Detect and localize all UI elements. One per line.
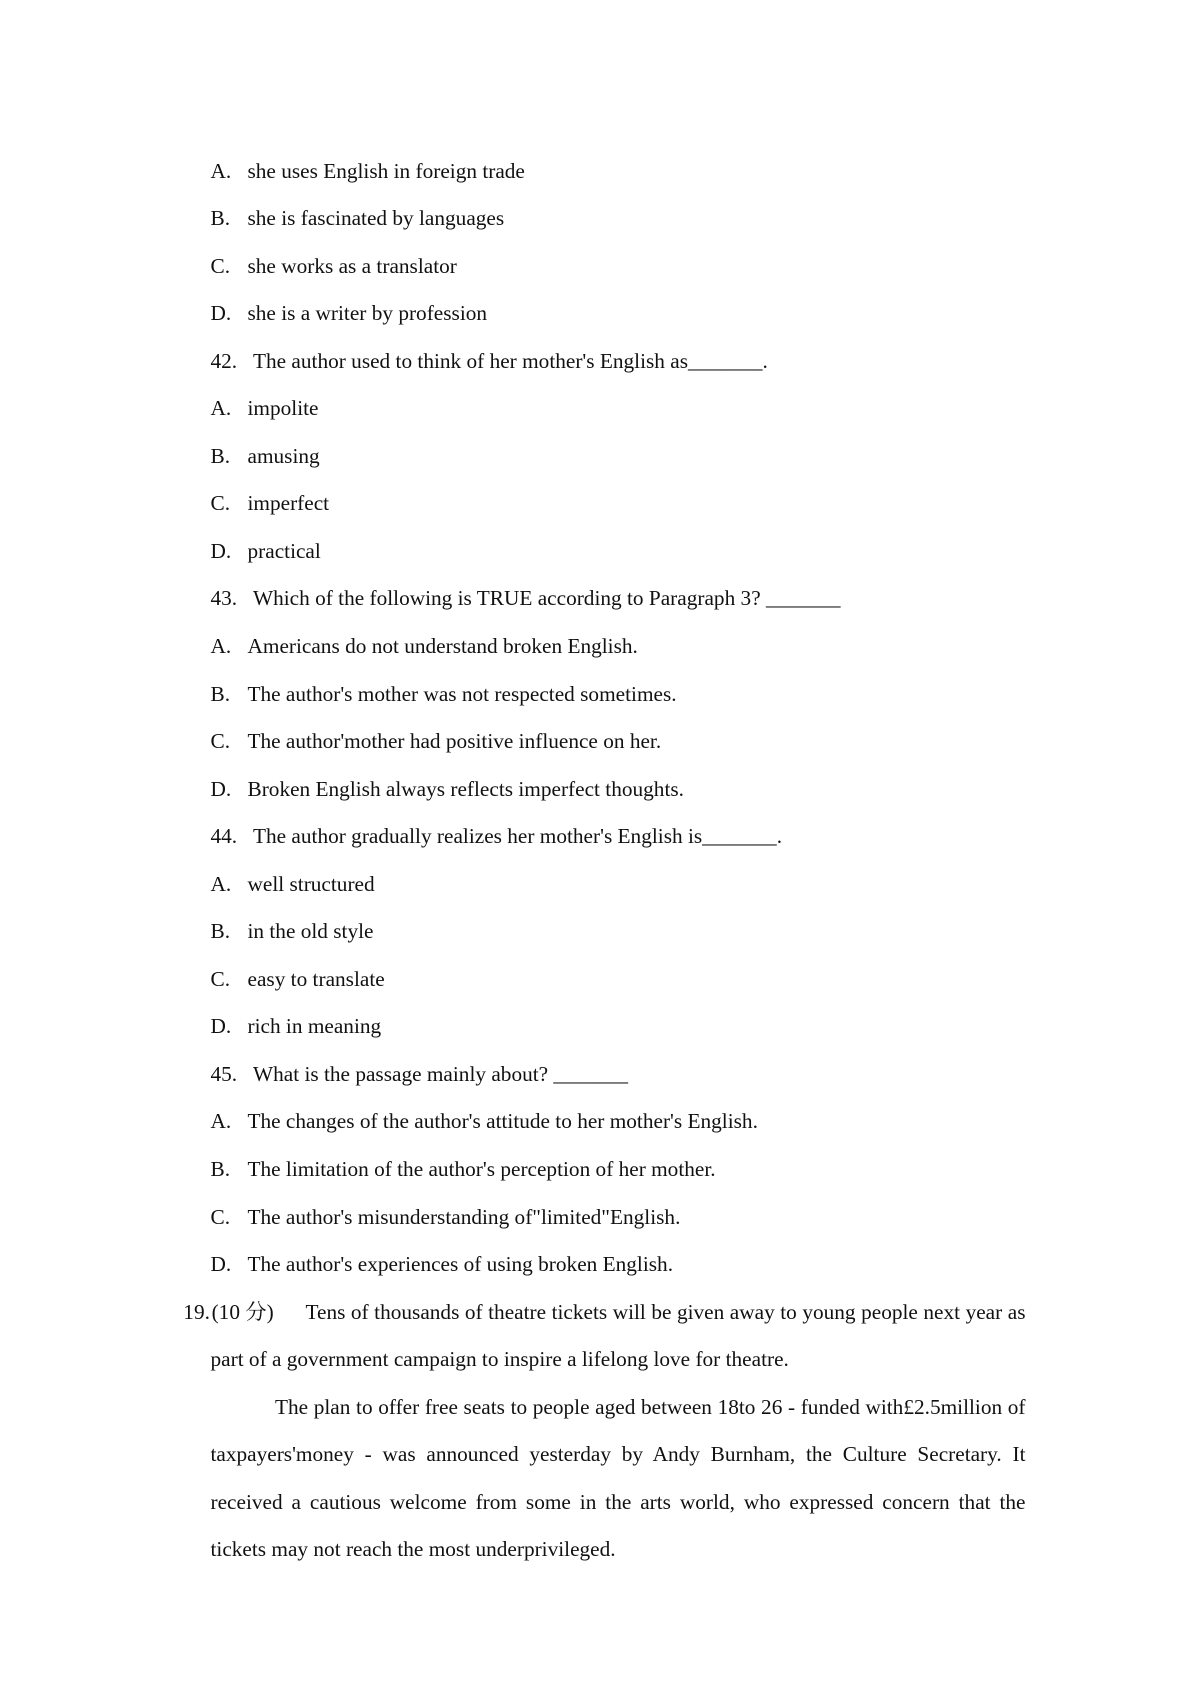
option-text: The author's misunderstanding of"limited"English.: [247, 1204, 681, 1229]
option-text: The author's mother was not respected sometimes.: [247, 681, 677, 706]
question-42: [0, 338, 1200, 386]
question-number: 45.: [210, 1061, 238, 1086]
option-text: The changes of the author's attitude to her mother's English.: [247, 1109, 758, 1134]
option-c: [0, 718, 1200, 766]
option-d: [0, 766, 1200, 814]
passage-line: The plan to offer free seats to people aged between 18to 26 - funded with£2.5million of: [275, 1394, 1026, 1419]
question-19-heading: [0, 1289, 1200, 1337]
question-number: 43.: [210, 586, 238, 611]
option-c: [0, 243, 1200, 291]
option-b: [0, 908, 1200, 956]
option-b: [0, 433, 1200, 481]
option-text: rich in meaning: [247, 1014, 382, 1039]
option-label: C.: [210, 1204, 231, 1229]
option-a: [0, 623, 1200, 671]
option-a: [0, 1098, 1200, 1146]
option-label: C.: [210, 966, 231, 991]
passage-line: received a cautious welcome from some in the arts world, who expressed concern that the: [210, 1489, 1026, 1514]
option-text: she uses English in foreign trade: [247, 158, 525, 183]
option-text: The limitation of the author's perception of her mother.: [247, 1156, 716, 1181]
option-d: [0, 1003, 1200, 1051]
question-score: (10 分): [211, 1299, 274, 1324]
option-text: she works as a translator: [247, 253, 457, 278]
option-label: C.: [210, 729, 231, 754]
option-b: [0, 1146, 1200, 1194]
option-label: C.: [210, 253, 231, 278]
question-45: [0, 1051, 1200, 1099]
option-text: in the old style: [247, 919, 374, 944]
option-label: D.: [210, 538, 232, 563]
passage-line-wrapper: [0, 1479, 1200, 1527]
option-text: practical: [247, 538, 321, 563]
question-43: [0, 575, 1200, 623]
passage-line: Tens of thousands of theatre tickets will be given away to young people next year as: [305, 1299, 1026, 1324]
option-c: [0, 956, 1200, 1004]
option-d: [0, 290, 1200, 338]
passage-line-wrapper: [0, 1384, 1200, 1432]
option-label: D.: [210, 776, 232, 801]
option-label: A.: [210, 1109, 232, 1134]
option-text: The author's experiences of using broken English.: [247, 1252, 674, 1277]
question-number: 44.: [210, 824, 238, 849]
option-text: impolite: [247, 396, 319, 421]
option-label: C.: [210, 491, 231, 516]
exam-page: [0, 148, 1200, 1574]
option-label: B.: [210, 681, 231, 706]
question-stem: Which of the following is TRUE according to Paragraph 3? _______: [253, 586, 841, 611]
question-44: [0, 813, 1200, 861]
passage-line: tickets may not reach the most underprivileged.: [210, 1537, 616, 1562]
option-label: B.: [210, 919, 231, 944]
option-b: [0, 671, 1200, 719]
option-label: B.: [210, 443, 231, 468]
option-label: A.: [210, 633, 232, 658]
option-text: Broken English always reflects imperfect thoughts.: [247, 776, 684, 801]
passage-paragraph: [0, 1384, 1200, 1574]
option-c: [0, 480, 1200, 528]
option-label: A.: [210, 871, 232, 896]
option-a: [0, 148, 1200, 196]
option-label: D.: [210, 1014, 232, 1039]
option-text: easy to translate: [247, 966, 385, 991]
option-label: D.: [210, 301, 232, 326]
option-label: D.: [210, 1252, 232, 1277]
option-a: [0, 385, 1200, 433]
option-d: [0, 528, 1200, 576]
option-label: B.: [210, 206, 231, 231]
question-stem: The author used to think of her mother's English as_______.: [253, 348, 768, 373]
passage-line-wrapper: [0, 1431, 1200, 1479]
option-text: she is a writer by profession: [247, 301, 488, 326]
option-text: Americans do not understand broken English.: [247, 633, 638, 658]
question-stem: What is the passage mainly about? _______: [253, 1061, 628, 1086]
option-label: A.: [210, 158, 232, 183]
option-label: A.: [210, 396, 232, 421]
option-text: she is fascinated by languages: [247, 206, 505, 231]
passage-line: part of a government campaign to inspire a lifelong love for theatre.: [210, 1347, 789, 1372]
option-a: [0, 861, 1200, 909]
question-number: 19.: [183, 1299, 210, 1324]
passage-line: taxpayers'money - was announced yesterday by Andy Burnham, the Culture Secretary. It: [210, 1442, 1026, 1467]
option-b: [0, 195, 1200, 243]
option-text: imperfect: [247, 491, 330, 516]
option-text: amusing: [247, 443, 320, 468]
option-text: The author'mother had positive influence on her.: [247, 729, 662, 754]
option-c: [0, 1194, 1200, 1242]
option-text: well structured: [247, 871, 375, 896]
option-d: [0, 1241, 1200, 1289]
question-stem: The author gradually realizes her mother's English is_______.: [253, 824, 783, 849]
question-number: 42.: [210, 348, 238, 373]
option-label: B.: [210, 1156, 231, 1181]
